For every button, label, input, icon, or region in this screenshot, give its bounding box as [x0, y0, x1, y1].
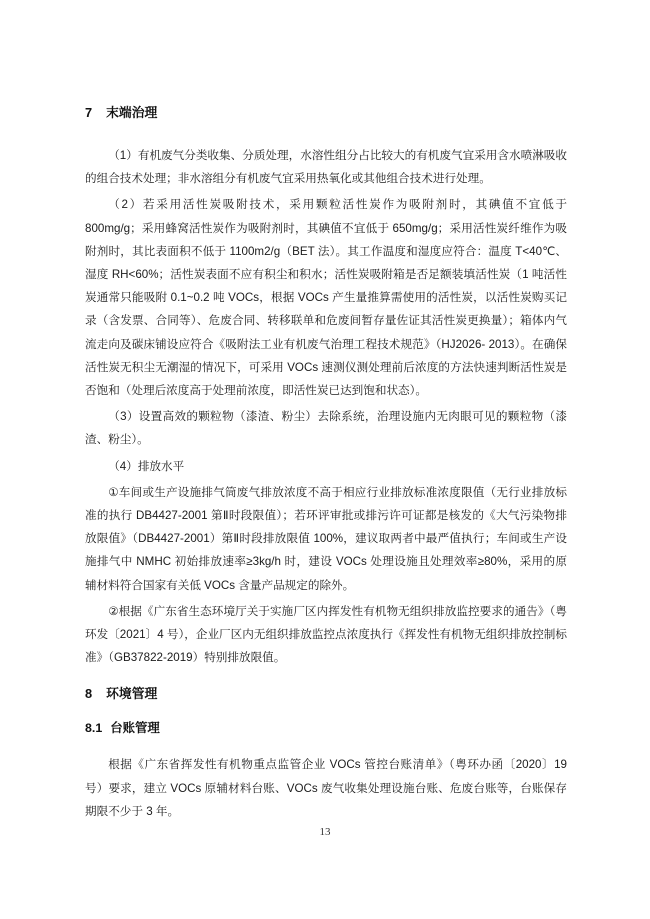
section-8-number: 8: [85, 686, 93, 702]
section-7-heading: [85, 104, 567, 122]
paragraph-ledger-management: 根据《广东省挥发性有机物重点监管企业 VOCs 管控台账清单》（粤环办函〔2020〕19 号）要求，建立 VOCs 原辅材料台账、VOCs 废气收集处理设施台账、危废台账等，台账保存期限不少于 3 年。: [85, 758, 567, 818]
document-content: [85, 104, 567, 826]
section-8-1-heading: [85, 719, 567, 737]
paragraph-emission-level-title: （4）排放水平: [108, 459, 185, 473]
paragraph-stack-emission-limits: ①车间或生产设施排气筒废气排放浓度不高于相应行业排放标准浓度限值（无行业排放标准的执行 DB4427-2001 第Ⅱ时段限值）；若环评审批或排污许可证都是核发的《大气污染物排放限值》（DB4427-2001）第Ⅱ时段排放限值 100%，建议取两者中最严值执行；车间或生产设施排气中 NMHC 初始排放速率≥3kg/h 时，建设 VOCs 处理设施且处理效率≥80%，采用的原辅材料符合国家有关低 VOCs 含量产品规定的除外。: [85, 485, 567, 592]
paragraph-activated-carbon-adsorption: （2）若采用活性炭吸附技术，采用颗粒活性炭作为吸附剂时，其碘值不宜低于 800mg/g；采用蜂窝活性炭作为吸附剂时，其碘值不宜低于 650mg/g；采用活性炭纤维作为吸附剂时，其比表面积不低于 1100m2/g（BET 法）。其工作温度和湿度应符合：温度 T<40℃、湿度 RH<60%；活性炭表面不应有积尘和积水；活性炭吸附箱是否足额装填活性炭（1 吨活性炭通常只能吸附 0.1~0.2 吨 VOCs，根据 VOCs 产生量推算需使用的活性炭，以活性炭购买记录（含发票、合同等）、危废合同、转移联单和危废间暂存量佐证其活性炭更换量）；箱体内气流走向及碳床铺设应符合《吸附法工业有机废气治理工程技术规范》（HJ2026- 2013）。在确保活性炭无积尘无潮湿的情况下，可采用 VOCs 速测仪测处理前后浓度的方法快速判断活性炭是否饱和（处理后浓度高于处理前浓度，即活性炭已达到饱和状态）。: [85, 198, 567, 398]
section-7-title: 末端治理: [106, 105, 158, 120]
section-7-number: 7: [85, 105, 93, 120]
page-number: 13: [319, 826, 331, 838]
paragraph-fugitive-emission-monitoring: ②根据《广东省生态环境厅关于实施厂区内挥发性有机物无组织排放监控要求的通告》（粤环发〔2021〕4 号），企业厂区内无组织排放监控点浓度执行《挥发性有机物无组织排放控制标准》（GB37822-2019）特别排放限值。: [85, 604, 567, 665]
section-8-heading: [85, 685, 567, 703]
section-8-1-number: 8.1: [85, 721, 103, 736]
paragraph-particulate-removal: （3）设置高效的颗粒物（漆渣、粉尘）去除系统，治理设施内无肉眼可见的颗粒物（漆渣、粉尘）。: [85, 410, 567, 447]
paragraph-organic-waste-gas-collection: （1）有机废气分类收集、分质处理，水溶性组分占比较大的有机废气宜采用含水喷淋吸收的组合技术处理；非水溶组分有机废气宜采用热氧化或其他组合技术进行处理。: [85, 149, 567, 186]
section-8-title: 环境管理: [106, 686, 158, 702]
section-8-1-title: 台账管理: [110, 721, 160, 736]
